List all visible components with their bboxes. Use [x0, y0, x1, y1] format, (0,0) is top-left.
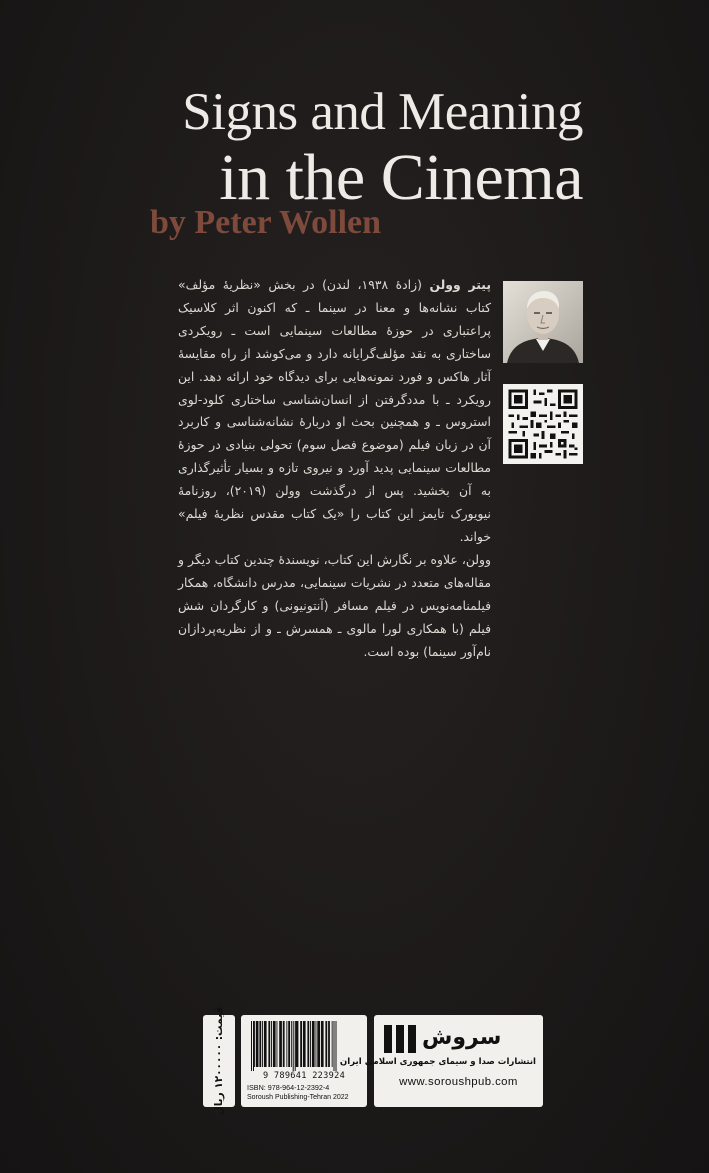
- publisher-website-link[interactable]: www.soroushpub.com: [399, 1076, 518, 1088]
- publisher-name: سروش: [422, 1025, 502, 1050]
- blurb-author-name: پیتر وولن: [429, 277, 492, 292]
- isbn-text: ISBN: 978-964-12-2392-4: [247, 1083, 330, 1092]
- price-label: قیمت: ۱۲۰۰۰۰۰ ریال: [213, 1006, 225, 1116]
- price-label-box: [203, 1006, 235, 1116]
- publisher-panel: [339, 1015, 543, 1107]
- publisher-subtitle: انتشارات صدا و سیمای جمهوری اسلامی ایران: [339, 1057, 536, 1067]
- barcode-digits: 9 789641 223924: [262, 1071, 346, 1081]
- book-title-line-1: Signs and Meaning: [182, 83, 583, 141]
- soroush-logo-icon: [382, 1021, 418, 1055]
- blurb-paragraph-1-text: (زادهٔ ۱۹۳۸، لندن) در بخش «نظریهٔ مؤلف» کتاب نشانه‌ها و معنا در سینما ـ که اکنون اثر کلاسیک پراعتباری در حوزهٔ مطالعات سینمایی است ـ رویکردی ساختاری به نقد مؤلف‌گرایانه دارد و می‌کوشد از راه مقایسهٔ آثار هاکس و فورد نمونه‌هایی برای دیدگاه خود ارائه دهد. این رویکرد ـ با مددگرفتن از انسان‌شناسی ساختاری کلود-لوی استروس ـ و همچنین بحث او دربارهٔ نشانه‌شناسی و کاربرد آن در زبان فیلم (موضوع فصل سوم) تحولی بنیادی در حوزهٔ مطالعات سینمایی پدید آورد و نیروی تازه و بسیار تأثیرگذاری به آن بخشید. پس از درگذشت وولن (۲۰۱۹)، روزنامهٔ نیویورک تایمز این کتاب را «یک کتاب مقدس نظریهٔ فیلم» خواند.: [178, 277, 491, 544]
- blurb-paragraph-1: [178, 274, 491, 549]
- qr-code-icon[interactable]: [503, 384, 583, 464]
- blurb: [178, 274, 491, 663]
- book-title-line-2: in the Cinema: [219, 141, 583, 214]
- author-portrait: [503, 281, 583, 363]
- author-byline: by Peter Wollen: [150, 204, 382, 241]
- imprint-text: Soroush Publishing-Tehran 2022: [247, 1094, 349, 1101]
- blurb-paragraph-2: وولن، علاوه بر نگارش این کتاب، نویسندهٔ چندین کتاب دیگر و مقاله‌های متعدد در نشریات سینمایی، مدرس دانشگاه، همکار فیلمنامه‌نویس در فیلم مسافر (آنتونیونی) و کارگردان شش فیلم (با همکاری لورا مالوی ـ همسرش ـ و از نظریه‌پردازان نام‌آور سینما) بوده است.: [178, 551, 491, 659]
